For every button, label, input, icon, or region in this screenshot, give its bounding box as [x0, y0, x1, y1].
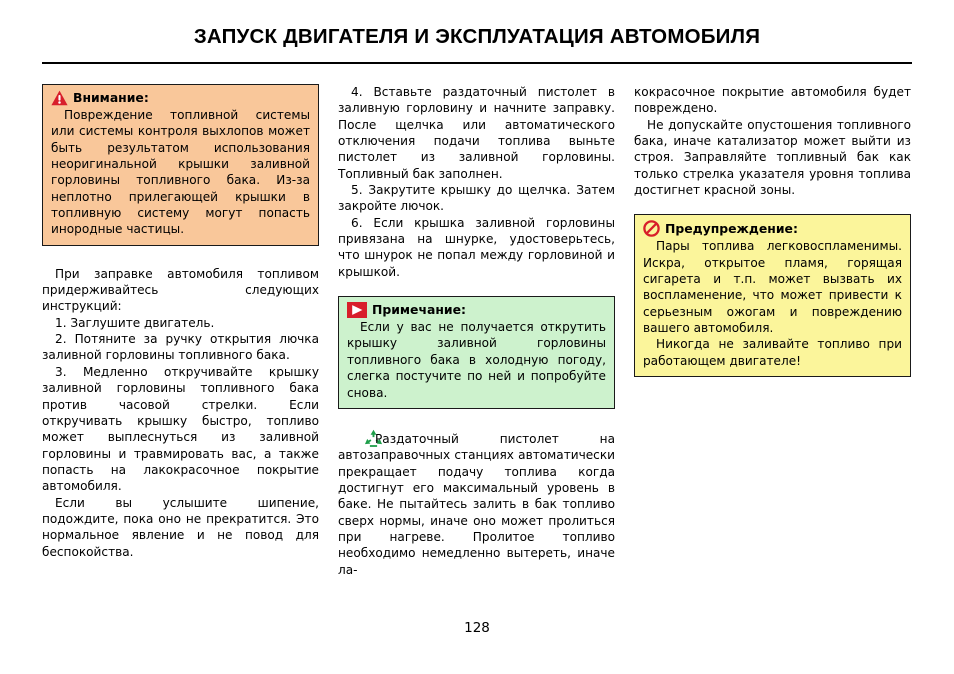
page-title: ЗАПУСК ДВИГАТЕЛЯ И ЭКСПЛУАТАЦИЯ АВТОМОБИЛЯ	[193, 25, 761, 48]
left-paragraph-1: При заправке автомобиля топливом придерживайтесь следующих инструкций:	[42, 266, 319, 314]
page-number: 128	[464, 620, 490, 636]
warning-triangle-icon	[51, 90, 68, 106]
page-header	[42, 26, 912, 49]
warning-callout-title: Предупреждение:	[665, 220, 798, 236]
recycle-icon	[351, 429, 370, 447]
right-paragraph-1: кокрасочное покрытие автомобиля будет повреждено.	[634, 85, 911, 116]
middle-paragraph-1: 4. Вставьте раздаточный пистолет в заливную горловину и начните заправку. После щелчка или автоматического отключения подачи топлива выньте пистолет из заливной горловины. Топливный бак заполнен.	[338, 85, 615, 181]
attention-callout-text: Повреждение топливной системы или системы контроля выхлопов может быть результатом использования неоригинальной крышки заливной горловины топливного бака. Из-за неплотно прилегающей крышки в топливную систему могут попасть инородные частицы.	[51, 108, 310, 237]
left-paragraph-5: Если вы услышите шипение, подождите, пока оно не прекратится. Это нормальное явление и не повод для беспокойства.	[42, 495, 319, 559]
prohibition-icon	[643, 220, 660, 237]
note-callout-title: Примечание:	[372, 302, 466, 318]
warning-callout	[634, 214, 911, 377]
warning-callout-header	[643, 220, 902, 237]
attention-callout	[42, 84, 319, 246]
recycle-paragraph-text: Раздаточный пистолет на автозаправочных станциях автоматически прекращает подачу топлива когда достигнут его максимальный уровень в баке. Не пытайтесь залить в бак топливо сверх нормы, иначе оно может пролиться при нагреве. Пролитое топливо необходимо немедленно вытереть, иначе ла-	[338, 431, 615, 577]
attention-callout-title: Внимание:	[73, 90, 149, 105]
play-arrow-icon	[347, 302, 367, 318]
middle-paragraph-2: 5. Закрутите крышку до щелчка. Затем закройте лючок.	[338, 183, 615, 214]
right-column	[634, 84, 911, 604]
content-columns	[42, 84, 912, 604]
warning-callout-text-2: Никогда не заливайте топливо при работающем двигателе!	[643, 337, 902, 368]
header-divider	[42, 62, 912, 64]
warning-callout-text-1: Пары топлива легковоспламенимы. Искра, открытое пламя, горящая сигарета и т.п. может вызвать их воспламенение, что может привести к серьезным ожогам и повреждению вашего автомобиля.	[643, 239, 902, 336]
left-column	[42, 84, 319, 604]
right-paragraph-2: Не допускайте опустошения топливного бака, иначе катализатор может выйти из строя. Заправляйте топливный бак как только стрелка указателя уровня топлива достигнет красной зоны.	[634, 117, 911, 198]
attention-callout-header	[51, 90, 310, 106]
middle-paragraph-3: 6. Если крышка заливной горловины привязана на шнурке, удостоверьтесь, что шнурок не попал между горловиной и крышкой.	[338, 215, 615, 279]
note-callout-text: Если у вас не получается открутить крышку заливной горловины топливного бака в холодную погоду, слегка постучите по ней и попробуйте снова.	[347, 320, 606, 400]
recycle-paragraph	[338, 429, 615, 578]
note-callout-header	[347, 302, 606, 318]
left-paragraph-4: 3. Медленно откручивайте крышку заливной горловины топливного бака против часовой стрелки. Если откручивать крышку быстро, топливо может выплеснуться из заливной горловины и травмировать вас, а также попасть на лакокрасочное покрытие автомобиля.	[42, 364, 319, 494]
left-paragraph-3: 2. Потяните за ручку открытия лючка заливной горловины топливного бака.	[42, 332, 319, 363]
left-paragraph-2: 1. Заглушите двигатель.	[55, 315, 215, 330]
middle-column	[338, 84, 615, 604]
note-callout	[338, 296, 615, 409]
